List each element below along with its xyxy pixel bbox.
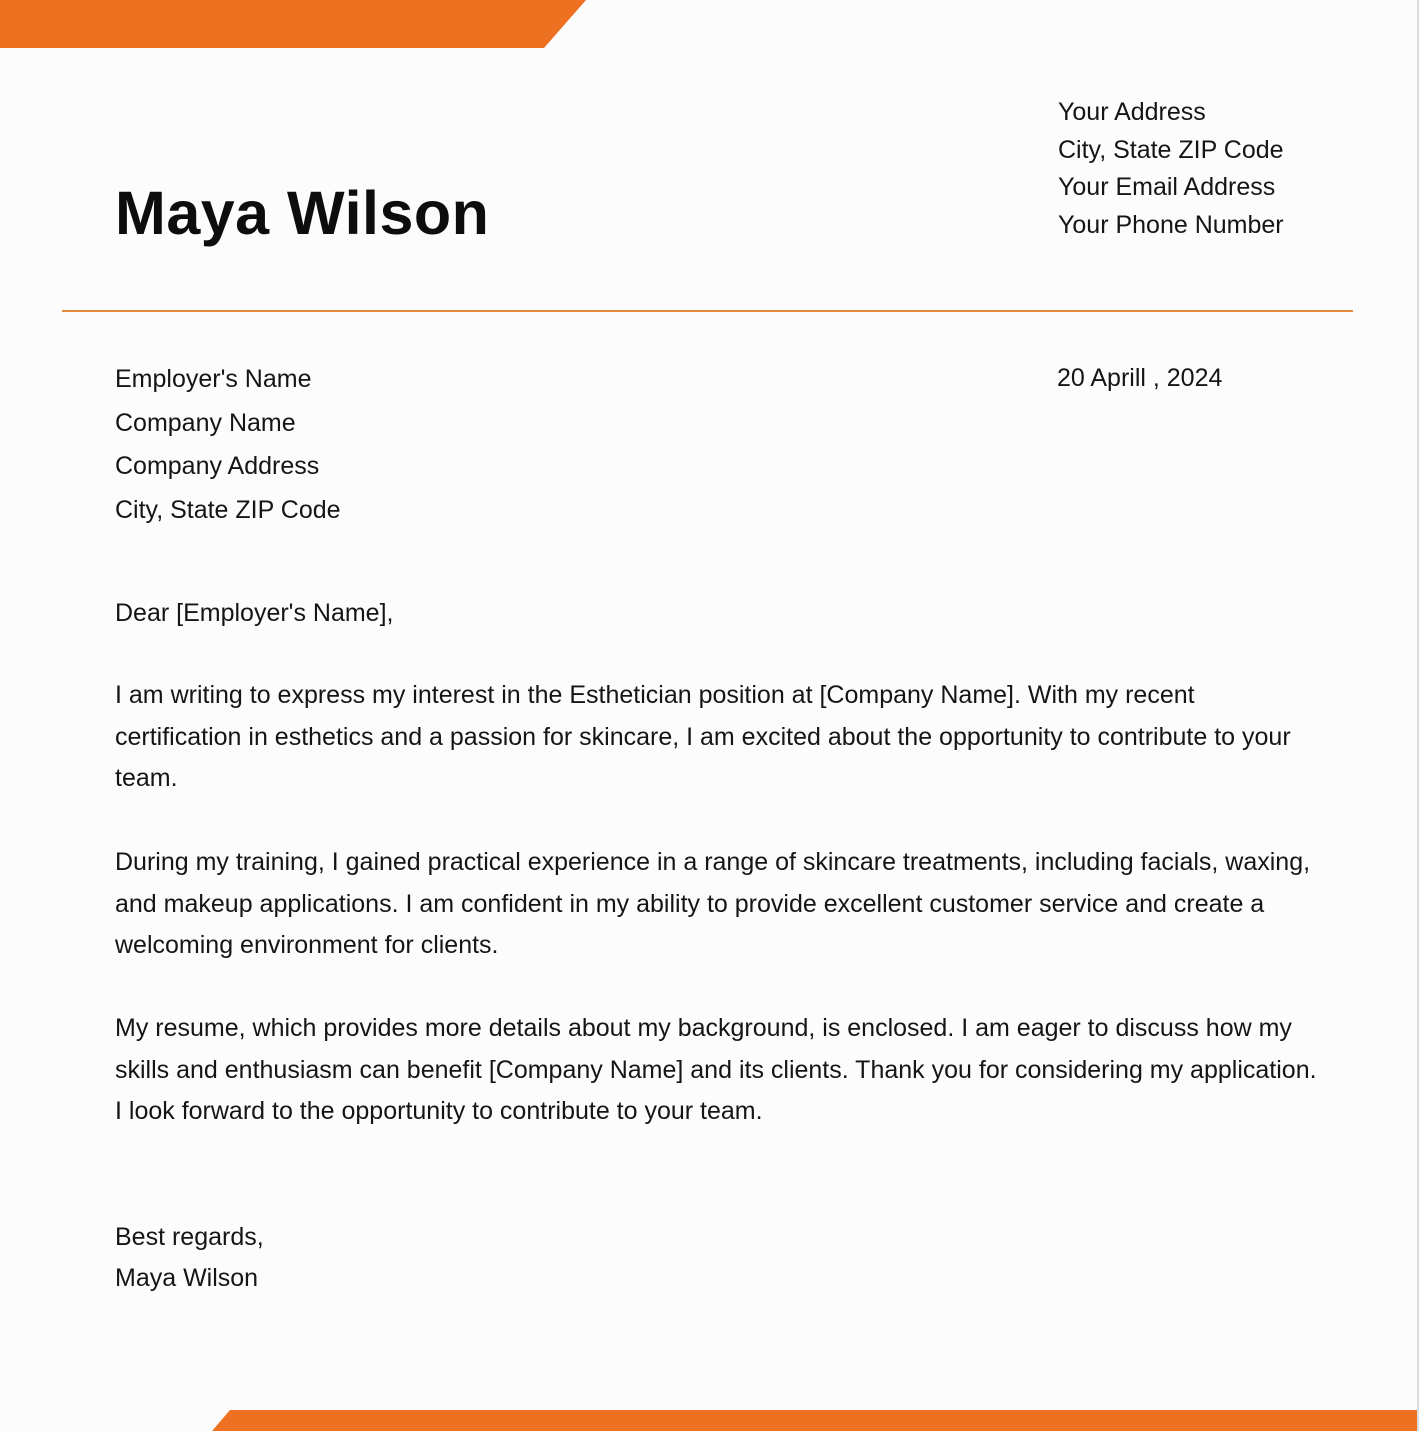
sender-phone: Your Phone Number	[1058, 211, 1284, 240]
recipient-company-address: Company Address	[115, 452, 320, 481]
closing-block	[115, 1217, 264, 1299]
closing-phrase: Best regards,	[115, 1223, 264, 1251]
sender-email: Your Email Address	[1058, 173, 1276, 202]
recipient-company-name: Company Name	[115, 408, 296, 437]
recipient-employer-name: Employer's Name	[115, 365, 312, 393]
recipient-block	[115, 358, 341, 533]
salutation: Dear [Employer's Name],	[115, 599, 394, 627]
body-paragraph-2: During my training, I gained practical experience in a range of skincare treatments, including facials, waxing, and makeup applications. I am confident in my ability to provide excellent customer service and create a welcoming environment for clients.	[115, 848, 1311, 960]
signature-name: Maya Wilson	[115, 1264, 259, 1292]
sender-city-state-zip: City, State ZIP Code	[1058, 135, 1284, 164]
body-paragraph-1: I am writing to express my interest in the Esthetician position at [Company Name]. With my recent certification in esthetics and a passion for skincare, I am excited about the opportunity to contribute to your team.	[115, 681, 1291, 793]
letter-date: 20 Aprill , 2024	[1057, 364, 1223, 392]
header-divider	[62, 310, 1353, 312]
applicant-name-heading: Maya Wilson	[115, 179, 490, 247]
sender-contact-block	[1058, 94, 1284, 245]
sender-address: Your Address	[1058, 98, 1206, 126]
top-accent-shape	[0, 0, 586, 48]
recipient-city-state-zip: City, State ZIP Code	[115, 496, 341, 525]
top-accent-banner	[0, 0, 1419, 50]
bottom-accent-shape	[212, 1410, 1419, 1431]
bottom-accent-banner	[0, 1405, 1419, 1431]
body-paragraph-3: My resume, which provides more details about my background, is enclosed. I am eager to discuss how my skills and enthusiasm can benefit [Company Name] and its clients. Thank you for considering my application. I look forward to the opportunity to contribute to your team.	[115, 1014, 1317, 1126]
